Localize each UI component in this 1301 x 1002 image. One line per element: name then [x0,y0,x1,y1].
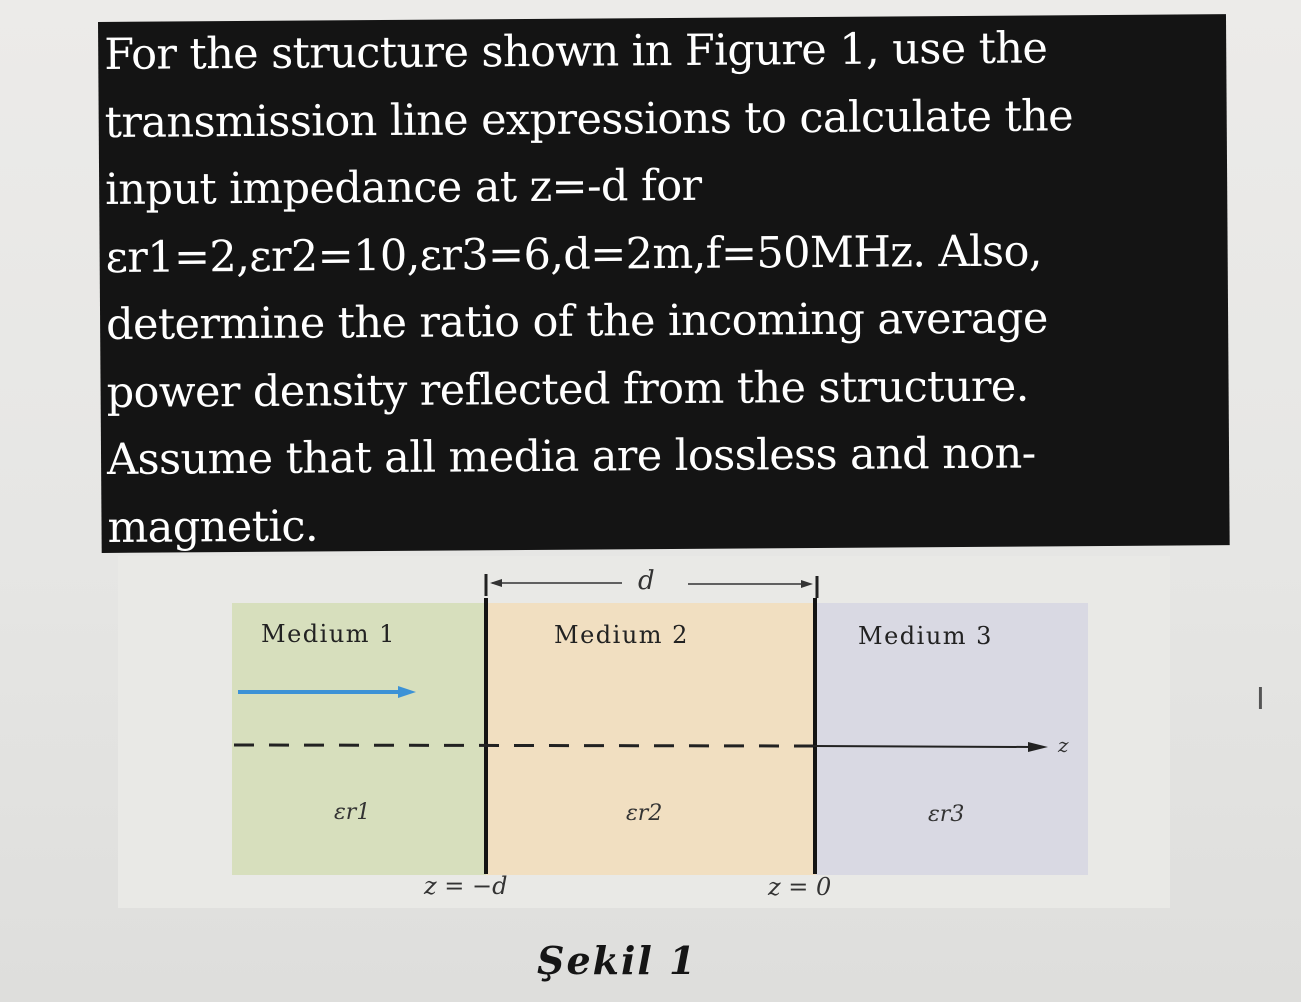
boundary-label-z-minus-d: z = −d [424,872,508,900]
medium-2-label: Medium 2 [554,621,689,649]
permittivity-3-label: εr3 [928,802,965,827]
medium-3-label: Medium 3 [858,622,993,650]
problem-line-5: determine the ratio of the incoming average [105,293,1048,350]
z-axis-line [813,746,1030,747]
incident-wave-arrowhead [398,686,416,698]
z-axis-arrowhead [1028,742,1048,752]
problem-line-4: εr1=2,εr2=10,εr3=6,d=2m,f=50MHz. Also, [105,225,1043,283]
figure-caption: Şekil 1 [537,938,698,983]
thickness-label: d [638,566,655,596]
permittivity-2-label: εr2 [626,801,663,826]
z-axis-label: z [1058,733,1069,757]
boundary-label-z-zero: z = 0 [768,873,832,901]
problem-line-3: input impedance at z=-d for [104,160,702,215]
permittivity-1-label: εr1 [334,800,371,825]
text-cursor-icon: Ⅰ [1256,682,1265,717]
problem-line-6: power density reflected from the structure. [106,361,1029,418]
medium-1-label: Medium 1 [261,620,396,648]
problem-line-8: magnetic. [107,501,319,553]
problem-line-1: For the structure shown in Figure 1, use the [104,23,1048,80]
problem-line-7: Assume that all media are lossless and non- [106,428,1036,485]
problem-line-2: transmission line expressions to calculate the [104,90,1074,148]
dashed-axis [234,745,813,746]
d-marker-arrow-left [490,579,502,587]
d-marker-arrow-right [801,580,813,588]
